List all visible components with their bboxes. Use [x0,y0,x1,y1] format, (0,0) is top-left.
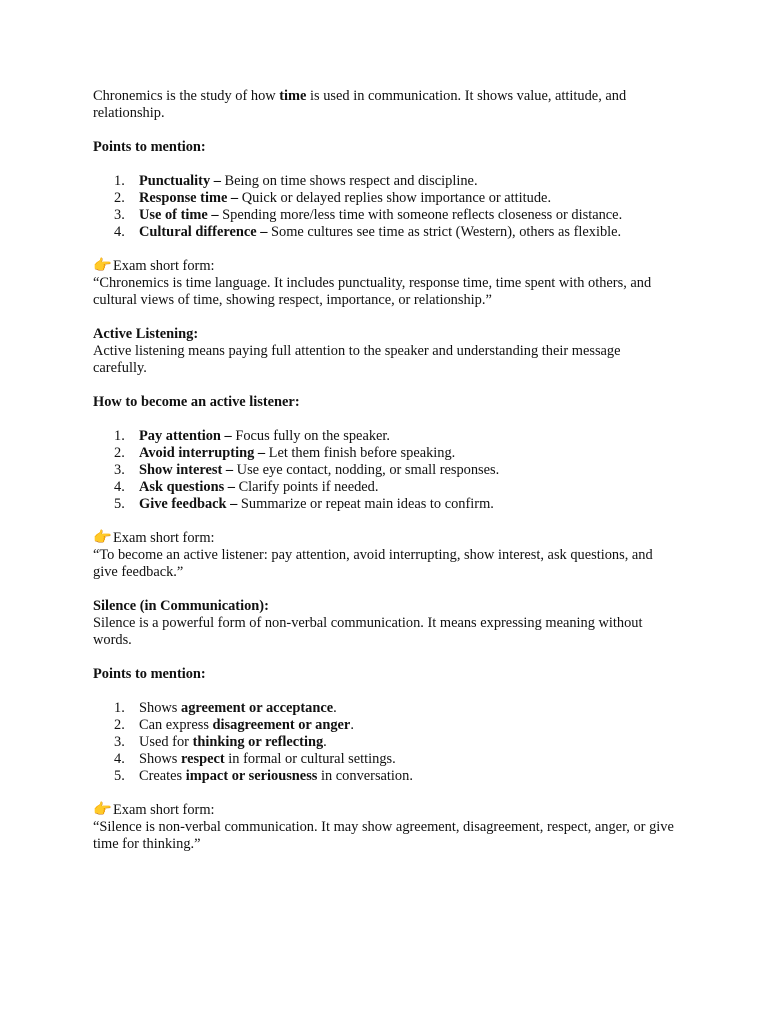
list-item [93,700,676,717]
list-text-post: in formal or cultural settings. [224,751,396,767]
list-term: Response time – [139,190,239,206]
list-item [93,751,676,768]
list-number: 3. [114,207,125,223]
list-text: Clarify points if needed. [234,479,379,495]
list-item [93,445,676,462]
list-term: Use of time – [139,207,219,223]
list-number: 3. [114,462,125,478]
list-number: 1. [114,700,125,716]
silence-definition: Silence is a powerful form of non-verbal communication. It means expressing meaning without words. [93,615,643,648]
exam-label-line [93,258,676,275]
list-text: Spending more/less time with someone reflects closeness or distance. [218,207,623,223]
silence-exam-short-form [93,802,676,853]
list-item [93,479,676,496]
silence-heading: Silence (in Communication): [93,598,269,614]
chronemics-points-list [93,173,676,241]
list-item [93,428,676,445]
list-text: Some cultures see time as strict (Western), others as flexible. [267,224,622,240]
list-item [93,190,676,207]
list-text-pre: Creates [139,768,186,784]
active-listening-definition: Active listening means paying full attention to the speaker and understanding their message carefully. [93,343,621,376]
list-bold-term: agreement or acceptance [181,700,334,716]
list-term: Give feedback – [139,496,238,512]
list-item [93,768,676,785]
pointing-hand-icon: 👉 [93,258,112,274]
exam-text: “To become an active listener: pay attention, avoid interrupting, show interest, ask questions, and give feedback.” [93,547,653,580]
chronemics-points-heading: Points to mention: [93,139,206,155]
intro-text-pre: Chronemics is the study of how [93,88,280,104]
silence-points-list [93,700,676,785]
list-number: 4. [114,224,125,240]
exam-label: Exam short form: [113,258,215,274]
list-text-post: . [333,700,337,716]
list-number: 2. [114,190,125,206]
pointing-hand-icon: 👉 [93,802,112,818]
list-number: 4. [114,479,125,495]
list-term: Cultural difference – [139,224,268,240]
list-text-pre: Shows [139,751,181,767]
list-number: 1. [114,173,125,189]
exam-text: “Chronemics is time language. It includes punctuality, response time, time spent with others, and cultural views of time, showing respect, importance, or relationship.” [93,275,652,308]
list-number: 1. [114,428,125,444]
exam-label: Exam short form: [113,802,215,818]
list-number: 2. [114,445,125,461]
list-item [93,496,676,513]
list-text: Summarize or repeat main ideas to confirm. [237,496,494,512]
list-item [93,207,676,224]
list-text-pre: Can express [139,717,213,733]
list-number: 5. [114,496,125,512]
list-item [93,717,676,734]
list-number: 4. [114,751,125,767]
list-item [93,734,676,751]
list-term: Ask questions – [139,479,235,495]
list-bold-term: respect [181,751,225,767]
silence-points-heading: Points to mention: [93,666,206,682]
chronemics-exam-short-form [93,258,676,309]
list-text: Let them finish before speaking. [265,445,456,461]
intro-text-post: is used in communication. It shows value, attitude, and relationship. [93,88,627,121]
list-term: Avoid interrupting – [139,445,266,461]
list-item [93,462,676,479]
active-listening-steps-list [93,428,676,513]
list-number: 2. [114,717,125,733]
list-item [93,224,676,241]
list-text: Focus fully on the speaker. [231,428,391,444]
list-text: Use eye contact, nodding, or small responses. [233,462,500,478]
list-text-post: . [350,717,354,733]
active-listening-heading: Active Listening: [93,326,199,342]
list-bold-term: thinking or reflecting [192,734,324,750]
exam-label: Exam short form: [113,530,215,546]
exam-text: “Silence is non-verbal communication. It may show agreement, disagreement, respect, anger, or give time for thinking.” [93,819,674,852]
list-text-pre: Used for [139,734,193,750]
list-number: 3. [114,734,125,750]
list-text: Being on time shows respect and discipline. [220,173,478,189]
exam-label-line [93,530,676,547]
list-term: Punctuality – [139,173,221,189]
list-text-pre: Shows [139,700,181,716]
list-term: Show interest – [139,462,234,478]
list-text-post: in conversation. [317,768,413,784]
chronemics-intro [93,88,676,122]
list-term: Pay attention – [139,428,232,444]
list-bold-term: disagreement or anger [212,717,351,733]
list-text-post: . [323,734,327,750]
list-number: 5. [114,768,125,784]
exam-label-line [93,802,676,819]
intro-bold-term: time [279,88,307,104]
pointing-hand-icon: 👉 [93,530,112,546]
active-listening-exam-short-form [93,530,676,581]
active-listener-how-heading: How to become an active listener: [93,394,300,410]
list-bold-term: impact or seriousness [185,768,318,784]
list-text: Quick or delayed replies show importance or attitude. [238,190,552,206]
list-item [93,173,676,190]
